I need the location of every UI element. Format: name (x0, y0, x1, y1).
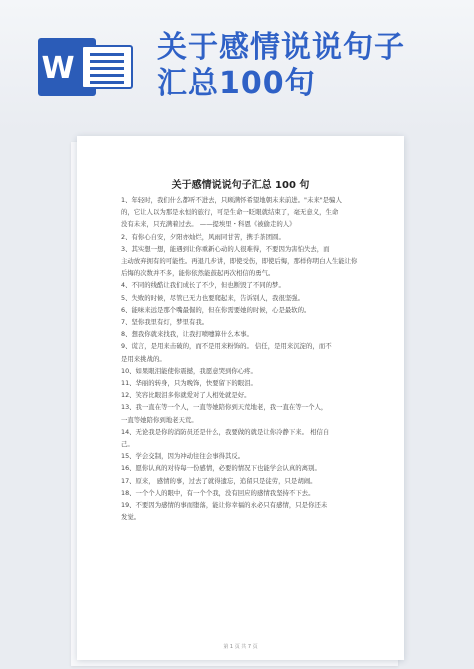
document-line: 13、我一直在等一个人，一直等她陪你到天荒地老，我一直在等一个人， (121, 403, 328, 412)
document-line: 1、年轻时，我们什么都听不进去，只顾满怀希望地朝未来前进。"未来"是骗人 (121, 196, 342, 204)
document-line: 11、华丽的转身，只为晚饰，快要留下的眼泪。 (121, 379, 257, 388)
page-footer: 第 1 页 共 7 页 (223, 644, 258, 650)
document-line: 19、不要因为感情的事而堕落，能让你幸福的永必只有感情，只是你还未 (121, 501, 328, 510)
document-line: 6、能味来远是那个嘴最倔的，但在你需要她的时候，心是最软的。 (121, 305, 311, 314)
document-line: 8、想我你就来找我，让我打喷嚏算什么本事。 (121, 330, 253, 339)
document-line: 一直等她陪你到地老天荒。 (121, 415, 198, 424)
document-line: 14、无论我是你的消防员还是什么，我要做的就是让你冷静下来。 相信自 (121, 427, 330, 436)
document-line: 的，它让人以为那是永恒的旅行，可是生命一眨眼就结束了，毫无意义，生命 (121, 208, 339, 217)
document-line: 2、有你心自安，夕阳亦灿烂，风雨同甘苦，携手茶团圆。 (121, 232, 285, 241)
document-body (121, 194, 364, 523)
document-title: 关于感情说说句子汇总 100 句 (171, 180, 310, 191)
word-logo-letter: W (41, 51, 75, 86)
document-line: 4、不同的线酷让我们成长了不少，但也断毁了不同的梦。 (121, 281, 285, 290)
hero-title-line1: 关于感情说说句子 (157, 30, 405, 65)
document-line: 15、学会交制，因为冲动往往会事得其反。 (121, 452, 245, 461)
document-line: 5、失败的时候，尽管已无力也要爬起来，告诉别人，我很坚强。 (121, 293, 305, 302)
document-line: 是用来挑战的。 (121, 354, 166, 363)
hero-banner (0, 0, 474, 130)
hero-title-line2: 汇总100句 (157, 66, 316, 101)
document-line: 12、笑容比眼泪多你就爱对了人相处就是好。 (121, 391, 251, 400)
document-line: 16、愿你认真的对待每一份感情，必要的情况下也能学会认真的离别。 (121, 464, 321, 473)
document-page (77, 136, 404, 660)
document-line: 18、一个个人的眼中，有一个个我，没有回应的感情我坚持不下去。 (121, 488, 315, 497)
document-line: 后悔的次数并不多，能你依然能鼓起再次相信的勇气。 (121, 269, 275, 278)
document-line: 发觉。 (121, 513, 141, 522)
document-line: 10、如果眼泪能使你震撼，我愿意哭到你心疼。 (121, 366, 257, 375)
document-line: 9、谎言，是用来击破的，而不是用来粉饰的。 信任，是用来沉淀的，而不 (121, 342, 332, 351)
document-line: 3、其实想一想，能遇到让你重新心动的人很难得，不要因为害怕失去，而 (121, 244, 330, 253)
document-line: 没有未来，只充满着过去。 ——提埃里・科恩《被偷走的人》 (121, 220, 296, 229)
document-line: 己。 (121, 440, 134, 449)
document-line: 7、坚你我里有灯，梦里有我。 (121, 318, 209, 327)
document-line: 主动放弃拥有的可能性。再退几步讲，即使受伤，即使后悔，那样你明白人生能让你 (121, 257, 358, 266)
word-logo-icon (36, 36, 136, 98)
hero-title (157, 30, 405, 102)
document-line: 17、原来， 感情的事，过去了就得遗忘，追留只是徒劳，只是胡闹。 (121, 476, 317, 485)
